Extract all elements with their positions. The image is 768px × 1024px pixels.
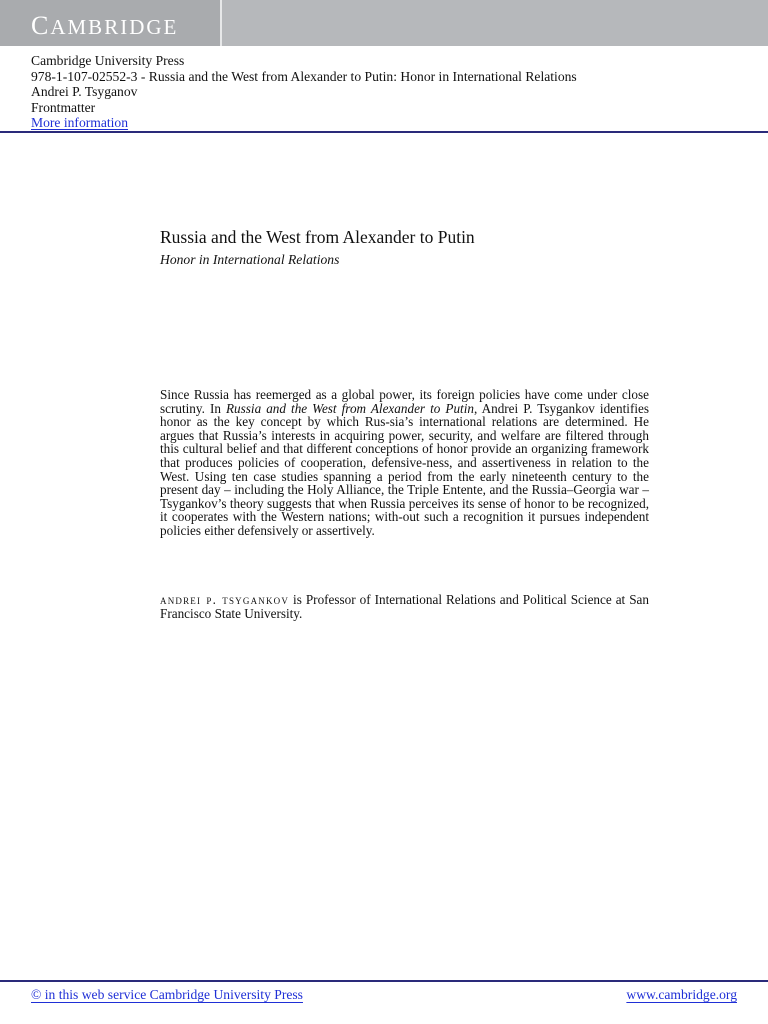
copyright-link[interactable]: © in this web service Cambridge University Press [31, 987, 303, 1002]
section-line: Frontmatter [31, 99, 96, 115]
header-banner [0, 0, 768, 46]
logo-rest: AMBRIDGE [50, 15, 179, 39]
author-bio [160, 593, 649, 621]
cambridge-logo[interactable] [31, 11, 178, 41]
more-information-link[interactable]: More information [31, 115, 129, 130]
book-description [160, 388, 649, 538]
author-line: Andrei P. Tsyganov [31, 84, 138, 99]
publisher-line: Cambridge University Press [31, 53, 185, 68]
book-metadata [31, 53, 577, 131]
book-title: Russia and the West from Alexander to Putin [160, 227, 475, 247]
cambridge-website-link[interactable]: www.cambridge.org [626, 987, 737, 1002]
isbn-title-line: 978-1-107-02552-3 - Russia and the West from Alexander to Putin: Honor in International Relations [31, 68, 577, 84]
blurb-part-1: Since Russia has reemerged as a global power, its foreign policies have come under close scrutiny. In [160, 387, 649, 416]
blurb-part-2: , Andrei P. Tsygankov identifies honor as the key concept by which Rus-sia’s international relations are determined. He argues that Russia’s interests in acquiring power, security, and welfare are filtered through this cultural belief and that different conceptions of honor provide an organizing framework that produces policies of cooperation, defensive-ness, and assertiveness in relation to the West. Using ten case studies spanning a period from the early nineteenth century to the present day – including the Holy Alliance, the Triple Entente, and the Russia–Georgia war – Tsygankov’s theory suggests that when Russia perceives its sense of honor to be recognized, it cooperates with the Western nations; with-out such a recognition it pursues independent policies either defensively or assertively. [160, 400, 649, 538]
author-name: andrei p. tsygankov [160, 592, 290, 607]
logo-initial: C [31, 11, 51, 40]
footer-divider [0, 980, 768, 982]
book-subtitle: Honor in International Relations [160, 252, 340, 267]
author-bio-text: is Professor of International Relations and Political Science at San Francisco State University. [160, 592, 649, 621]
header-divider [0, 131, 768, 133]
blurb-italic-title: Russia and the West from Alexander to Putin [226, 400, 474, 416]
logo-box [0, 0, 222, 46]
